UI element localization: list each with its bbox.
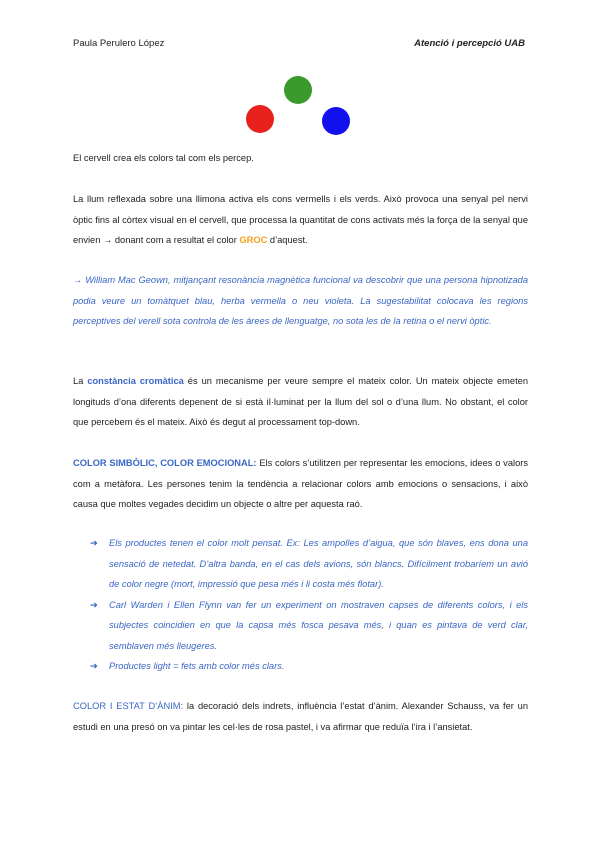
paragraph-intro: El cervell crea els colors tal com els percep. <box>73 153 254 163</box>
list-item <box>90 533 528 595</box>
paragraph-constancy <box>73 371 528 433</box>
red-circle <box>246 105 274 133</box>
list-item-text: Productes light = fets amb color més clars. <box>109 661 285 671</box>
paragraph-symbolic-text: Els colors s’utilitzen per representar les emocions, idees o valors com a metàfora. Les persones tenim la tendència a relacionar colors amb emocions o sensacions, i això causa que moltes vegades decidim un objecte o altre per aquesta raó. <box>73 458 528 509</box>
list-item <box>90 595 528 657</box>
highlight-groc: GROC <box>239 235 268 245</box>
list-item <box>90 656 528 677</box>
heading-color-estat-anim: COLOR I ESTAT D’ÀNIM: <box>73 701 184 711</box>
paragraph-mood-text: la decoració dels indrets, influència l’estat d’ànim. Alexander Schauss, va fer un estudi en una presó on va pintar les cel·les de rosa pastel, i va afirmar que reduïa l’ira i l’ansietat. <box>73 701 528 732</box>
arrow-icon: ➔ <box>90 661 98 671</box>
paragraph-hypnosis: → William Mac Geown, mitjançant resonància magnètica funcional va descobrir que una persona hipnotizada podia veure un tomàtquet blau, herba vermella o neu violeta. La sugestabilitat colocava les regions perceptives del verell sota controla de les àrees de llenguatge, no sota les de la retina o el nervi òptic. <box>73 275 528 326</box>
paragraph-constancy-start: La <box>73 376 88 386</box>
arrow-icon: ➔ <box>90 538 98 548</box>
highlight-constancia: constància cromàtica <box>87 376 184 386</box>
header-course: Atenció i percepció UAB <box>414 38 525 49</box>
list-item-text: Carl Warden i Ellen Flynn van fer un experiment on mostraven capses de diferents colors, i els subjectes coincidien en que la capsa més fosca pesava més, i quan es pintava de verd clar, semblaven més lleugeres. <box>109 599 528 651</box>
paragraph-mood <box>73 696 528 737</box>
list-item-text: Els productes tenen el color molt pensat. Ex: Les ampolles d’aigua, que són blaves, ens dona una sensació de netedat. D’altra banda, en el cas dels avions, són blancs. Difícilment trobaríem un avió de color negre (mort, impressió que pesa més i li costa més flotar). <box>109 538 528 589</box>
paragraph-lemon-end: d’aquest. <box>267 235 308 245</box>
green-circle <box>284 76 312 104</box>
header-author: Paula Perulero López <box>73 38 165 49</box>
arrow-icon: ➔ <box>90 599 98 610</box>
heading-color-simbolic: COLOR SIMBÒLIC, COLOR EMOCIONAL: <box>73 458 257 468</box>
blue-circle <box>322 107 350 135</box>
paragraph-symbolic <box>73 453 528 515</box>
paragraph-lemon-text: La llum reflexada sobre una llimona activa els cons vermells i els verds. Això provoca una senyal pel nervi òptic fins al còrtex visual en el cervell, que processa la quantitat de cons activats més la força de la senyal que envien → donant com a resultat el color <box>73 194 528 245</box>
paragraph-lemon <box>73 189 528 251</box>
bullet-list <box>90 533 528 677</box>
paragraph-constancy-text: és un mecanisme per veure sempre el mateix color. Un mateix objecte emeten longituds d’ona diferents depenent de si està il·luminat per la llum del sol o d’una llum. No obstant, el color que percebem és el mateix. Això és degut al processament top-down. <box>73 376 529 427</box>
